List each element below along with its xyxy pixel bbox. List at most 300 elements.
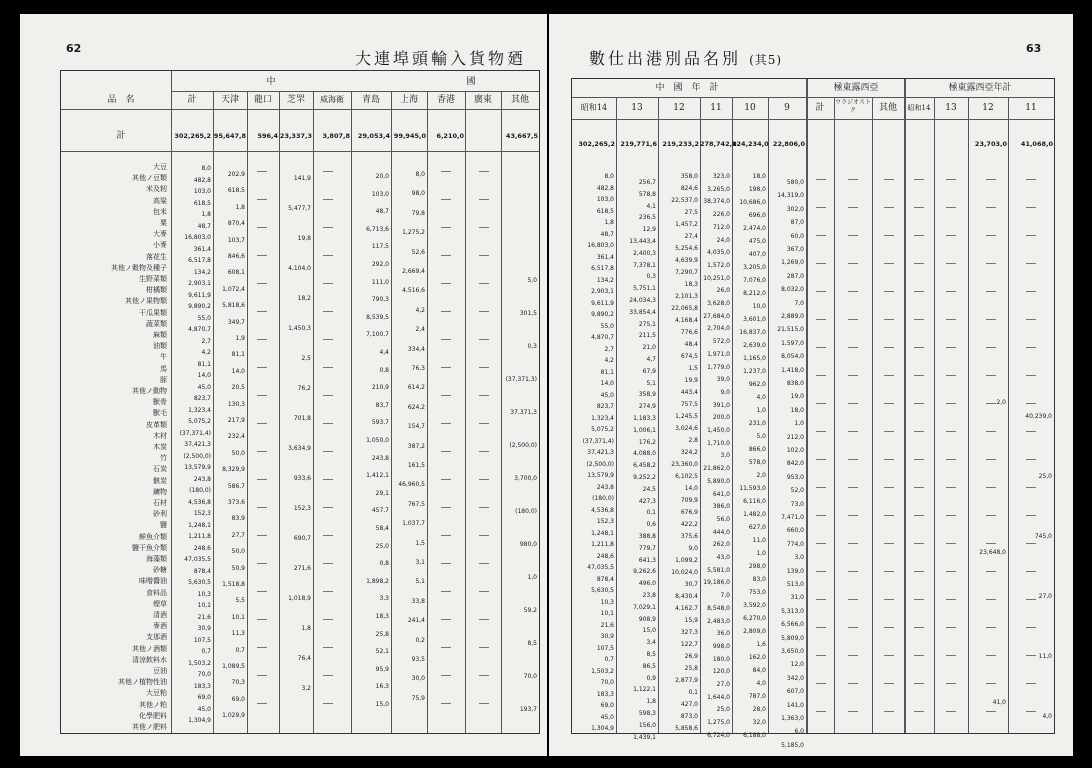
total-value-all: 302,265,2	[174, 132, 211, 140]
cell-showa11: 391,0	[712, 401, 730, 409]
page-title-right-text: 數仕出港別品名別	[589, 49, 742, 68]
cell-shanghai: 4,516,6	[402, 287, 425, 295]
cell-shanghai: 614,2	[407, 384, 425, 392]
cell-showa12: 22,537,0	[671, 197, 698, 204]
empty-cell-dash	[479, 255, 489, 256]
cell-showa11: 1,450,0	[707, 427, 730, 434]
cell-showa10: 962,0	[748, 381, 766, 388]
cell-showa13: 33,854,4	[629, 308, 656, 316]
col-header-other: 其他	[510, 95, 529, 105]
empty-cell-dash	[1026, 571, 1036, 572]
cell-showa14: 4,870,7	[591, 334, 614, 341]
cell-showa10: 2,809,0	[743, 628, 766, 635]
cell-chefoo: 1,450,3	[288, 325, 311, 332]
empty-cell-dash	[257, 619, 267, 620]
cell-showa14: 48,7	[600, 230, 614, 238]
cell-qingdao: 457,7	[371, 507, 389, 515]
empty-cell-dash	[946, 235, 956, 236]
empty-cell-dash	[816, 235, 826, 236]
empty-cell-dash	[1026, 627, 1036, 628]
cell-tianjin: 11,3	[231, 630, 245, 638]
cell-showa11: 200,0	[712, 414, 730, 422]
cell-showa12: 375,6	[680, 533, 698, 540]
cell-showa14: 8,0	[604, 173, 614, 180]
cell-shanghai: 79,8	[411, 209, 425, 217]
cell-tianjin: 608,1	[227, 269, 245, 277]
empty-cell-dash	[1026, 235, 1036, 236]
cell-showa12: 27,5	[684, 209, 698, 216]
cell-showa10: 6,188,0	[743, 732, 766, 739]
total-row-label: 計	[116, 131, 126, 141]
empty-cell-dash	[1026, 263, 1036, 264]
cell-showa11: 19,186,0	[703, 579, 730, 587]
cell-showa9: 3,650,0	[781, 648, 804, 655]
cell-showa14: 21,6	[600, 621, 614, 629]
empty-cell-dash	[816, 543, 826, 544]
cell-showa10: 298,0	[748, 563, 766, 570]
cell-showa12: 122,7	[680, 641, 698, 648]
cell-showa12: 23,360,0	[671, 461, 698, 468]
empty-cell-dash	[816, 683, 826, 684]
cell-total: 1,304,9	[188, 717, 211, 724]
empty-cell-dash	[848, 431, 858, 432]
empty-cell-dash	[914, 627, 924, 628]
cell-total: 13,579,9	[184, 464, 211, 471]
cell-showa9: 18,0	[790, 406, 804, 414]
empty-cell-dash	[884, 711, 894, 712]
cell-showa13: 86,5	[642, 662, 656, 670]
cell-shanghai: 161,5	[407, 462, 425, 469]
cell-showa14: 618,5	[596, 207, 614, 215]
cell-showa13: 358,9	[638, 391, 656, 399]
cell-showa9: 774,0	[786, 540, 804, 548]
category-label: 粟	[160, 219, 167, 227]
cell-showa12: 4,168,4	[675, 317, 698, 324]
cell-showa9: 87,0	[790, 219, 804, 227]
cell-qingdao: 210,9	[371, 384, 389, 392]
cell-showa12: 7,290,7	[675, 269, 698, 276]
cell-showa13: 1,183,3	[633, 415, 656, 422]
cell-shanghai: 154,7	[407, 423, 425, 431]
cell-chefoo: 3,634,9	[288, 445, 311, 452]
empty-cell-dash	[1026, 459, 1036, 460]
category-label: 木材	[153, 431, 167, 440]
cell-total: 152,3	[193, 510, 211, 517]
cell-tianjin: 81,1	[231, 351, 245, 359]
cell-tianjin: 103,7	[227, 236, 245, 244]
category-label: 獸毛	[153, 409, 167, 418]
empty-cell-dash	[848, 487, 858, 488]
col-header-g3-showa14: 昭和14	[907, 104, 931, 112]
cell-showa13: 5,1	[646, 379, 656, 387]
category-label: 味噌醬油	[139, 577, 167, 586]
empty-cell-dash	[848, 515, 858, 516]
empty-cell-dash	[848, 347, 858, 348]
cell-showa13: 779,7	[638, 544, 656, 552]
cell-showa10: 1,237,0	[743, 368, 766, 375]
cell-showa11: 3,265,0	[707, 185, 730, 193]
cell-shanghai: 624,2	[407, 403, 425, 411]
cell-total: 9,611,9	[188, 291, 211, 299]
cell-showa12: 2,877,9	[675, 677, 698, 684]
cell-showa11: 24,0	[716, 236, 730, 244]
cell-tianjin: 870,4	[227, 220, 245, 228]
empty-cell-dash	[848, 179, 858, 180]
empty-cell-dash	[1026, 515, 1036, 516]
cell-qingdao: 83,7	[375, 401, 389, 409]
left-page	[20, 14, 547, 756]
cell-showa10: 18,0	[752, 173, 766, 180]
cell-showa9: 21,515,0	[777, 326, 804, 334]
china-group-header-2: 國	[466, 77, 476, 87]
cell-showa13: 24,034,3	[629, 297, 656, 304]
cell-qingdao: 1,412,1	[366, 472, 389, 480]
cell-showa10: 3,592,0	[743, 602, 766, 609]
category-label: 高粱	[153, 196, 167, 205]
cell-showa9: 367,0	[786, 246, 804, 253]
cell-total: 5,630,5	[188, 579, 211, 586]
empty-cell-dash	[323, 199, 333, 200]
empty-cell-dash	[479, 647, 489, 648]
col-header-weihaiwei: 威海衛	[320, 95, 344, 104]
cell-total: 0,7	[201, 648, 211, 655]
cell-total: 248,6	[193, 544, 211, 552]
cell-showa13: 176,2	[638, 438, 656, 446]
total-value-other: 43,667,5	[505, 132, 538, 140]
cell-showa14: 30,9	[600, 633, 614, 640]
empty-cell-dash	[816, 179, 826, 180]
empty-cell-dash	[986, 207, 996, 208]
cell-showa11: 8,548,0	[707, 604, 730, 612]
cell-total: 243,8	[193, 475, 211, 483]
cell-showa10: 407,0	[748, 251, 766, 258]
cell-showa13: 3,4	[646, 639, 656, 647]
cell-showa12: 873,0	[680, 713, 698, 720]
cell-showa13: 0,3	[646, 273, 656, 281]
cell-showa9: 302,0	[786, 205, 804, 213]
cell-showa9: 660,0	[786, 527, 804, 535]
cell-showa12: 30,7	[684, 581, 698, 588]
empty-cell-dash	[884, 375, 894, 376]
cell-showa10: 83,0	[752, 576, 766, 583]
category-label: 鑛物	[153, 487, 167, 496]
empty-cell-dash	[479, 619, 489, 620]
cell-showa12: 6,102,5	[675, 473, 698, 480]
empty-cell-dash	[479, 171, 489, 172]
china-year-total-header: 中 國 年 計	[655, 83, 719, 93]
cell-showa9: 953,0	[786, 473, 804, 481]
cell-total: (2,500,0)	[183, 452, 211, 460]
cell-showa14: 1,248,1	[591, 529, 614, 537]
cell-showa11: 5,890,0	[707, 477, 730, 485]
cell-tianjin: 1,089,5	[222, 663, 245, 670]
col-header-shanghai: 上海	[399, 95, 418, 105]
empty-cell-dash	[323, 395, 333, 396]
empty-cell-dash	[323, 423, 333, 424]
category-label: 鹽	[160, 521, 167, 530]
cell-showa11: 27,684,0	[703, 312, 730, 320]
col-header-hongkong: 香港	[436, 95, 455, 105]
empty-cell-dash	[914, 179, 924, 180]
cell-showa11: 9,0	[720, 388, 730, 396]
cell-total: 482,8	[193, 176, 211, 184]
cell-showa13: 598,3	[638, 710, 656, 717]
cell-showa12: 1,457,2	[675, 221, 698, 228]
cell-showa10: 4,0	[756, 680, 766, 687]
total-value-hongkong: 6,210,0	[436, 132, 464, 140]
empty-cell-dash	[914, 459, 924, 460]
empty-cell-dash	[946, 403, 956, 404]
cell-showa10: 4,0	[756, 394, 766, 401]
cell-total: 1,211,8	[188, 533, 211, 540]
cell-showa12: 22,065,8	[671, 305, 698, 312]
cell-showa12: 8,430,4	[675, 593, 698, 600]
cell-showa13: 578,8	[638, 190, 656, 198]
category-label: 砂利	[153, 510, 167, 519]
empty-cell-dash	[1026, 207, 1036, 208]
cell-g3-showa11: 27,0	[1038, 593, 1052, 600]
cell-showa11: 21,862,0	[703, 465, 730, 473]
cell-showa10: 1,482,0	[743, 511, 766, 518]
cell-other: 3,700,0	[514, 475, 537, 482]
cell-showa14: 10,1	[600, 610, 614, 617]
empty-cell-dash	[914, 571, 924, 572]
cell-showa11: 444,0	[712, 528, 730, 536]
cell-showa10: 2,0	[756, 472, 766, 479]
cell-showa14: 14,0	[600, 380, 614, 387]
cell-tianjin: 846,6	[227, 253, 245, 260]
cell-total: 107,5	[193, 636, 211, 644]
cell-shanghai: 0,2	[415, 636, 425, 644]
cell-showa12: 776,6	[680, 329, 698, 336]
empty-cell-dash	[848, 711, 858, 712]
empty-cell-dash	[884, 291, 894, 292]
page-title-left: 大連埠頭輸入貨物廼	[355, 49, 527, 68]
empty-cell-dash	[914, 431, 924, 432]
cell-shanghai: 767,5	[407, 500, 425, 508]
cell-showa12: 15,9	[684, 617, 698, 624]
cell-showa9: 842,0	[786, 460, 804, 468]
cell-tianjin: 202,9	[227, 171, 245, 178]
cell-shanghai: 46,960,5	[398, 481, 425, 489]
empty-cell-dash	[441, 423, 451, 424]
cell-g3-showa11: 40,239,0	[1025, 413, 1052, 420]
empty-cell-dash	[257, 479, 267, 480]
cell-showa14: 6,517,8	[591, 265, 614, 272]
cell-showa13: 9,262,6	[633, 568, 656, 576]
category-label: 其他ノ粕	[139, 700, 167, 709]
empty-cell-dash	[946, 263, 956, 264]
empty-cell-dash	[441, 591, 451, 592]
cell-total: 47,035,5	[184, 556, 211, 563]
cell-showa12: 676,9	[680, 509, 698, 516]
cell-showa14: 107,5	[596, 644, 614, 652]
cell-showa14: 9,611,9	[591, 299, 614, 307]
rt-total-showa10: 124,234,0	[732, 140, 769, 148]
empty-cell-dash	[884, 627, 894, 628]
cell-total: 45,0	[197, 705, 211, 713]
cell-showa12: 18,3	[684, 281, 698, 288]
cell-total: 70,0	[197, 671, 211, 678]
cell-qingdao: 0,8	[379, 366, 389, 374]
cell-other: (180,0)	[515, 508, 537, 515]
cell-showa12: 14,0	[684, 485, 698, 492]
empty-cell-dash	[914, 319, 924, 320]
rt-total-showa14: 302,265,2	[578, 140, 615, 148]
cell-showa13: 1,8	[646, 698, 656, 706]
cell-showa9: 60,0	[790, 232, 804, 240]
empty-cell-dash	[323, 703, 333, 704]
empty-cell-dash	[946, 179, 956, 180]
empty-cell-dash	[323, 675, 333, 676]
cell-showa10: 84,0	[752, 667, 766, 674]
cell-total: 4,870,7	[188, 326, 211, 333]
category-label: 落花生	[146, 252, 167, 261]
empty-cell-dash	[257, 675, 267, 676]
cell-shanghai: 334,4	[407, 345, 425, 353]
total-value-qingdao: 29,053,4	[357, 132, 390, 140]
empty-cell-dash	[323, 171, 333, 172]
empty-cell-dash	[257, 451, 267, 452]
empty-cell-dash	[816, 319, 826, 320]
cell-total: 6,517,8	[188, 257, 211, 264]
empty-cell-dash	[257, 563, 267, 564]
cell-showa9: 1,0	[794, 420, 804, 428]
empty-cell-dash	[986, 683, 996, 684]
empty-cell-dash	[884, 207, 894, 208]
cell-tianjin: 10,1	[231, 613, 245, 621]
cell-tianjin: 1,518,8	[222, 581, 245, 588]
cell-total: 823,7	[193, 395, 211, 402]
empty-cell-dash	[441, 451, 451, 452]
cell-showa14: 37,421,3	[587, 449, 614, 456]
cell-showa12: 824,6	[680, 185, 698, 192]
empty-cell-dash	[946, 347, 956, 348]
category-label: 生野菜類	[139, 275, 167, 283]
empty-cell-dash	[479, 479, 489, 480]
empty-cell-dash	[257, 367, 267, 368]
empty-cell-dash	[816, 571, 826, 572]
cell-total: 8,0	[201, 165, 211, 172]
cell-showa9: 6,566,0	[781, 621, 804, 629]
cell-showa10: 3,601,0	[743, 316, 766, 323]
cell-other: 193,7	[519, 706, 537, 713]
cell-showa14: 103,0	[596, 196, 614, 203]
empty-cell-dash	[1026, 599, 1036, 600]
cell-showa11: 39,0	[716, 376, 730, 384]
empty-cell-dash	[848, 627, 858, 628]
cell-chefoo: 141,9	[293, 175, 311, 182]
cell-showa9: 102,0	[786, 447, 804, 454]
cell-qingdao: 1,898,2	[366, 577, 389, 585]
cell-showa14: 1,304,9	[591, 725, 614, 732]
cell-showa14: 823,7	[596, 403, 614, 410]
empty-cell-dash	[884, 179, 894, 180]
empty-cell-dash	[1026, 487, 1036, 488]
empty-cell-dash	[986, 291, 996, 292]
empty-cell-dash	[479, 451, 489, 452]
cell-shanghai: 241,4	[407, 617, 425, 625]
cell-tianjin: 1,8	[235, 203, 245, 211]
cell-showa11: 4,035,0	[707, 249, 730, 257]
cell-showa10: 6,116,0	[743, 498, 766, 505]
empty-cell-dash	[848, 403, 858, 404]
cell-showa12: 324,2	[680, 449, 698, 456]
empty-cell-dash	[479, 675, 489, 676]
empty-cell-dash	[257, 255, 267, 256]
cell-tianjin: 618,5	[227, 187, 245, 195]
empty-cell-dash	[848, 655, 858, 656]
cell-showa14: 2,903,1	[591, 288, 614, 295]
cell-showa12: 358,0	[680, 173, 698, 180]
cell-showa9: 5,313,0	[781, 607, 804, 615]
category-label: 海藻類	[146, 555, 167, 563]
empty-cell-dash	[479, 507, 489, 508]
cell-total: 21,6	[197, 613, 211, 621]
cell-g3-showa12: 23,648,0	[979, 549, 1006, 556]
cell-showa12: 26,9	[684, 653, 698, 660]
cell-showa14: 69,0	[600, 702, 614, 709]
col-header-showa10: 10	[744, 103, 756, 113]
cell-showa11: 26,0	[716, 287, 730, 295]
empty-cell-dash	[914, 291, 924, 292]
cell-total: 618,5	[193, 199, 211, 207]
empty-cell-dash	[479, 367, 489, 368]
cell-tianjin: 83,9	[231, 515, 245, 523]
category-label: 柑橘類	[146, 286, 167, 295]
cell-showa11: 43,0	[716, 554, 730, 561]
cell-showa12: 0,1	[688, 689, 698, 696]
cell-showa9: 8,032,0	[781, 286, 804, 294]
cell-tianjin: 50,0	[231, 449, 245, 457]
total-value-longkou: 596,4	[257, 132, 278, 140]
empty-cell-dash	[479, 283, 489, 284]
cell-qingdao: 111,0	[371, 278, 389, 286]
empty-cell-dash	[441, 171, 451, 172]
cell-qingdao: 52,1	[375, 648, 389, 656]
cell-showa11: 56,0	[716, 515, 730, 523]
page-number-left: 62	[66, 42, 82, 55]
empty-cell-dash	[479, 703, 489, 704]
empty-cell-dash	[884, 235, 894, 236]
cell-qingdao: 15,0	[375, 701, 389, 708]
category-label: 大豆粕	[146, 689, 167, 698]
empty-cell-dash	[884, 515, 894, 516]
far-east-russia-header: 極東露西亞	[833, 83, 879, 93]
cell-qingdao: 29,1	[375, 489, 389, 497]
cell-showa12: 422,2	[680, 521, 698, 528]
empty-cell-dash	[914, 711, 924, 712]
category-label: 食料品	[146, 588, 167, 597]
empty-cell-dash	[1026, 375, 1036, 376]
col-header-g3-showa13: 13	[945, 103, 957, 113]
cell-showa14: 81,1	[600, 368, 614, 376]
cell-showa9: 212,0	[786, 433, 804, 441]
empty-cell-dash	[441, 395, 451, 396]
empty-cell-dash	[441, 507, 451, 508]
cell-showa14: 152,3	[596, 518, 614, 525]
empty-cell-dash	[323, 283, 333, 284]
cell-showa13: 388,8	[638, 533, 656, 540]
cell-qingdao: 58,4	[375, 525, 389, 532]
cell-showa10: 16,837,0	[739, 329, 766, 336]
empty-cell-dash	[257, 283, 267, 284]
cell-showa14: 55,0	[600, 322, 614, 330]
empty-cell-dash	[257, 703, 267, 704]
cell-showa10: 162,0	[748, 654, 766, 661]
empty-cell-dash	[914, 347, 924, 348]
category-label: 石材	[153, 499, 167, 507]
